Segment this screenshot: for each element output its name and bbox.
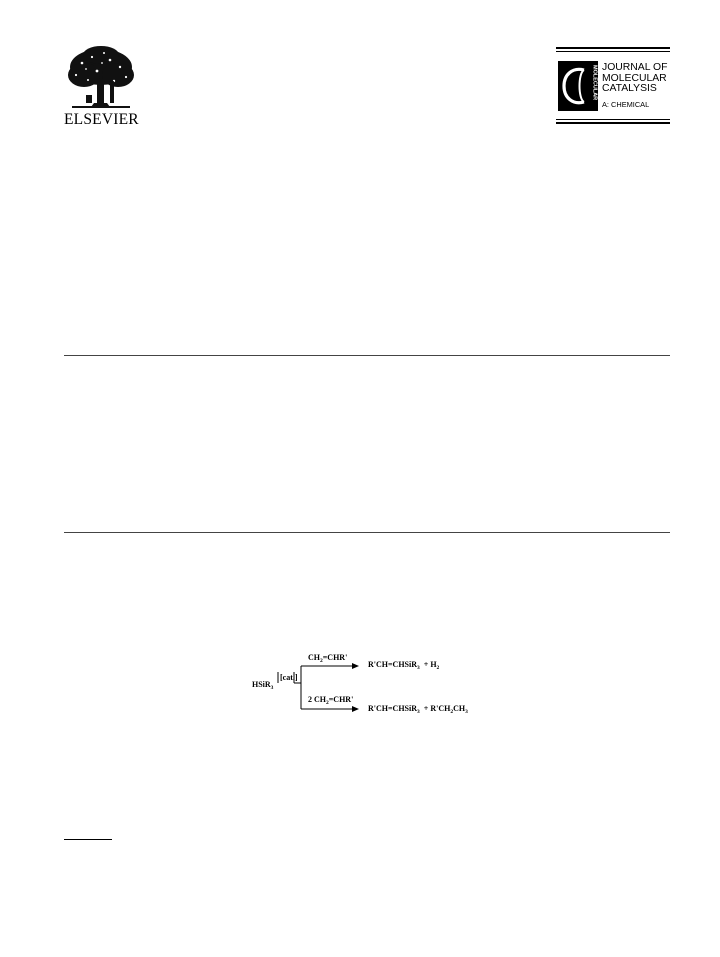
- upper-reagent: $CH_2=CHR'$: [308, 653, 348, 664]
- journal-title: [602, 63, 672, 95]
- reaction-scheme: [248, 650, 488, 720]
- reactant-silane: HSiR$_3$: [252, 680, 274, 691]
- abstract-bottom-rule: [64, 532, 670, 533]
- catalyst-label: [cat.]: [280, 673, 298, 682]
- journal-logo-bottom-rule: [556, 122, 670, 124]
- footnote-rule: [64, 839, 112, 840]
- journal-title-line: MOLECULAR: [602, 72, 667, 84]
- tree-logo-icon: [64, 45, 138, 111]
- journal-logo-top-rule: [556, 47, 670, 49]
- journal-logo-bottom-rule-thin: [556, 119, 670, 120]
- journal-logo-top-rule-thin: [556, 51, 670, 52]
- lower-product: R'CH=CHSiR$_3$ + $R'CH_2CH_3$: [368, 704, 468, 715]
- journal-subtitle: A: CHEMICAL: [602, 100, 650, 109]
- journal-emblem-icon: [558, 61, 598, 111]
- journal-title-line: CATALYSIS: [602, 83, 657, 95]
- abstract-top-rule: [64, 355, 670, 356]
- journal-title-line: JOURNAL OF: [602, 62, 668, 73]
- journal-emblem-text: MOLECULAR: [591, 65, 598, 101]
- upper-product: R'CH=CHSiR$_3$ + $H_2$: [368, 660, 440, 671]
- lower-reagent: 2 $CH_2=CHR'$: [308, 695, 354, 706]
- publisher-name: ELSEVIER: [64, 111, 139, 128]
- journal-logo: [556, 47, 670, 127]
- publisher-logo: [64, 45, 138, 131]
